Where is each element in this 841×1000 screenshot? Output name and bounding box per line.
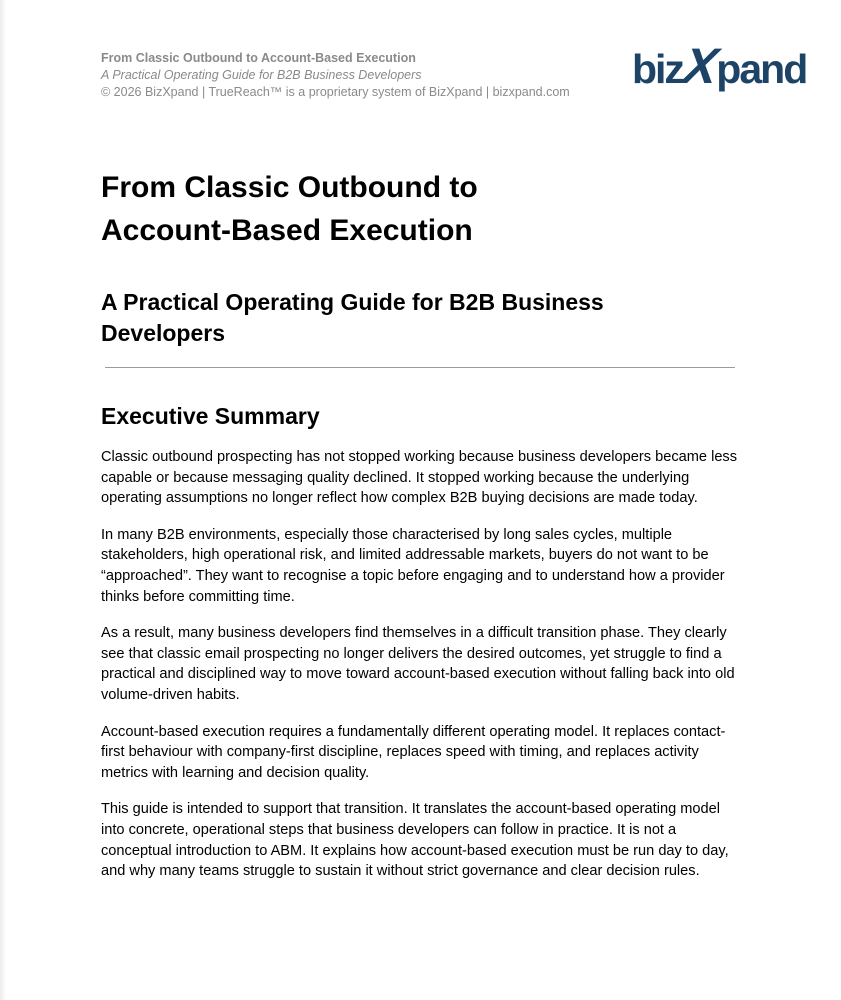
document-subtitle: [101, 287, 741, 349]
document-subtitle-line2: Developers: [101, 320, 226, 346]
paragraph: As a result, many business developers find themselves in a difficult transition phase. They clearly see that classic email prospecting no longer delivers the desired outcomes, yet struggle to find a practical and disciplined way to move toward account-based execution without falling back into old volume-driven habits.: [101, 625, 735, 703]
paragraph: In many B2B environments, especially those characterised by long sales cycles, multiple stakeholders, high operational risk, and limited addressable markets, buyers do not want to be “approached”. They want to recognise a topic before engaging and to understand how a provider thinks before committing time.: [101, 526, 725, 605]
document-title-line1: From Classic Outbound to: [101, 171, 478, 204]
logo-prefix: biz: [632, 46, 683, 92]
section-heading: Executive Summary: [101, 403, 320, 429]
page-edge-shadow: [0, 0, 6, 1000]
document-subtitle-line1: A Practical Operating Guide for B2B Business: [101, 289, 604, 315]
bizxpand-logo: [632, 38, 807, 94]
document-content: [101, 166, 741, 898]
horizontal-divider: [105, 367, 735, 368]
document-title-line2: Account-Based Execution: [101, 214, 473, 247]
paragraph: Classic outbound prospecting has not stopped working because business developers became less capable or because messaging quality declined. It stopped working because the underlying operating assumptions no longer reflect how complex B2B buying decisions are made today.: [101, 449, 738, 507]
paragraph: This guide is intended to support that transition. It translates the account-based operating model into concrete, operational steps that business developers can follow in practice. It is not a conceptual introduction to ABM. It explains how account-based execution must be run day to day, and why many teams struggle to sustain it without strict governance and clear decision rules.: [101, 801, 729, 880]
running-header-title: From Classic Outbound to Account-Based Execution: [101, 51, 416, 65]
running-header-subtitle: A Practical Operating Guide for B2B Business Developers: [101, 68, 422, 82]
paragraph: Account-based execution requires a fundamentally different operating model. It replaces contact-first behaviour with company-first discipline, replaces speed with timing, and replaces activity metrics with learning and decision quality.: [101, 723, 726, 781]
running-header-copyright: © 2026 BizXpand | TrueReach™ is a proprietary system of BizXpand | bizxpand.com: [101, 85, 570, 99]
logo-x-mark: X: [680, 38, 720, 94]
logo-suffix: pand: [716, 46, 807, 92]
section-body: [101, 447, 741, 882]
document-title: [101, 166, 741, 252]
running-header: [101, 50, 601, 101]
